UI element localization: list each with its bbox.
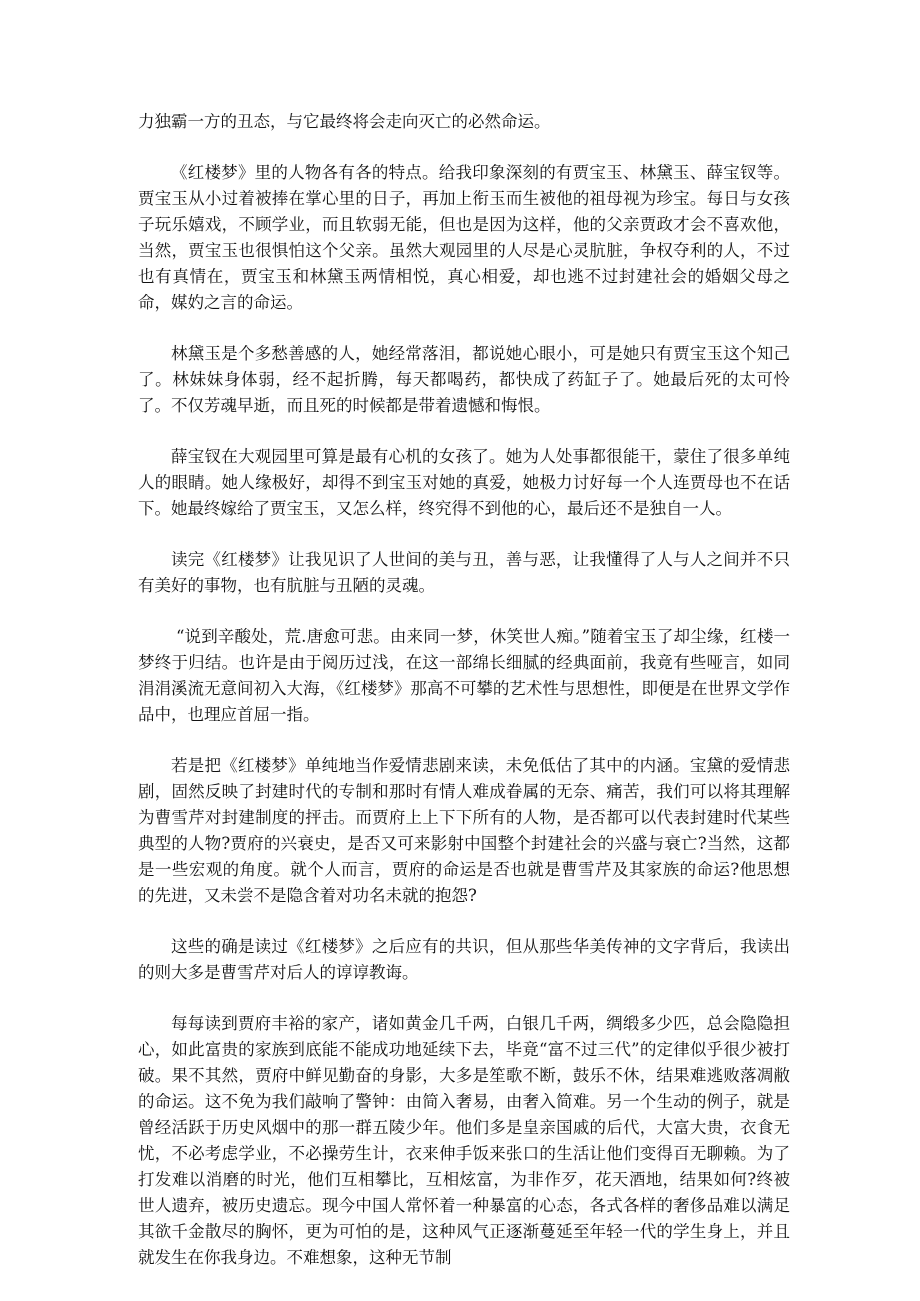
- paragraph-tragedy: 若是把《红楼梦》单纯地当作爱情悲剧来读，未免低估了其中的内涵。宝黛的爱情悲剧，固然反映了封建时代的专制和那时有情人难成眷属的无奈、痛苦，我们可以将其理解为曹雪芹对封建制度的抨击。而贾府上上下下所有的人物，是否都可以代表封建时代某些典型的人物?贾府的兴衰史，是否又可来影射中国整个封建社会的兴盛与衰亡?当然，这都是一些宏观的角度。就个人而言，贾府的命运是否也就是曹雪芹及其家族的命运?他思想的先进，又未尝不是隐含着对功名未就的抱怨?: [138, 756, 790, 905]
- paragraph-consensus: 这些的确是读过《红楼梦》之后应有的共识，但从那些华美传神的文字背后，我读出的则大多是曹雪芹对后人的谆谆教诲。: [138, 937, 790, 982]
- paragraph-lin-daiyu: 林黛玉是个多愁善感的人，她经常落泪，都说她心眼小，可是她只有贾宝玉这个知己了。林妹妹身体弱，经不起折腾，每天都喝药，都快成了药缸子了。她最后死的太可怜了。不仅芳魂早逝，而且死的时候都是带着遗憾和悔恨。: [138, 344, 790, 415]
- paragraph-continuation: 力独霸一方的丑态，与它最终将会走向灭亡的必然命运。: [138, 112, 551, 131]
- paragraph-wealth: 每每读到贾府丰裕的家产，诸如黄金几千两，白银几千两，绸缎多少匹，总会隐隐担心，如此富贵的家族到底能不能成功地延续下去，毕竟“富不过三代”的定律似乎很少被打破。果不其然，贾府中鲜见勤奋的身影，大多是笙歌不断，鼓乐不休，结果难逃败落凋敝的命运。这不免为我们敲响了警钟：由简入奢易，由奢入简难。另一个生动的例子，就是曾经活跃于历史风烟中的那一群五陵少年。他们多是皇亲国戚的后代，大富大贵，衣食无忧，不必考虑学业，不必操劳生计，衣来伸手饭来张口的生活让他们变得百无聊赖。为了打发难以消磨的时光，他们互相攀比，互相炫富，为非作歹，花天酒地，结果如何?终被世人遗弃，被历史遗忘。现今中国人常怀着一种暴富的心态，各式各样的奢侈品难以满足其欲千金散尽的胸怀，更为可怕的是，这种风气正逐渐蔓延至年轻一代的学生身上，并且就发生在你我身边。不难想象，这种无节制: [138, 1014, 790, 1267]
- paragraph-characters: 《红楼梦》里的人物各有各的特点。给我印象深刻的有贾宝玉、林黛玉、薛宝钗等。贾宝玉从小过着被捧在掌心里的日子，再加上衔玉而生被他的祖母视为珍宝。每日与女孩子玩乐嬉戏，不顾学业，而且软弱无能，但也是因为这样，他的父亲贾政才会不喜欢他，当然，贾宝玉也很惧怕这个父亲。虽然大观园里的人尽是心灵肮脏，争权夺利的人，不过也有真情在，贾宝玉和林黛玉两情相悦，真心相爱，却也逃不过封建社会的婚姻父母之命，媒妁之言的命运。: [138, 163, 790, 312]
- paragraph-reflection: 读完《红楼梦》让我见识了人世间的美与丑，善与恶，让我懂得了人与人之间并不只有美好的事物，也有肮脏与丑陋的灵魂。: [138, 550, 790, 595]
- document-page: [138, 109, 790, 1296]
- paragraph-quote: “说到辛酸处，荒.唐愈可悲。由来同一梦，休笑世人痴。”随着宝玉了却尘缘，红楼一梦终于归结。也许是由于阅历过浅，在这一部绵长细腻的经典面前，我竟有些哑言，如同涓涓溪流无意间初入大海，《红楼梦》那高不可攀的艺术性与思想性，即便是在世界文学作品中，也理应首屈一指。: [138, 627, 790, 724]
- paragraph-xue-baochai: 薛宝钗在大观园里可算是最有心机的女孩了。她为人处事都很能干，蒙住了很多单纯人的眼睛。她人缘极好，却得不到宝玉对她的真爱，她极力讨好每一个人连贾母也不在话下。她最终嫁给了贾宝玉，又怎么样，终究得不到他的心，最后还不是独自一人。: [138, 447, 790, 518]
